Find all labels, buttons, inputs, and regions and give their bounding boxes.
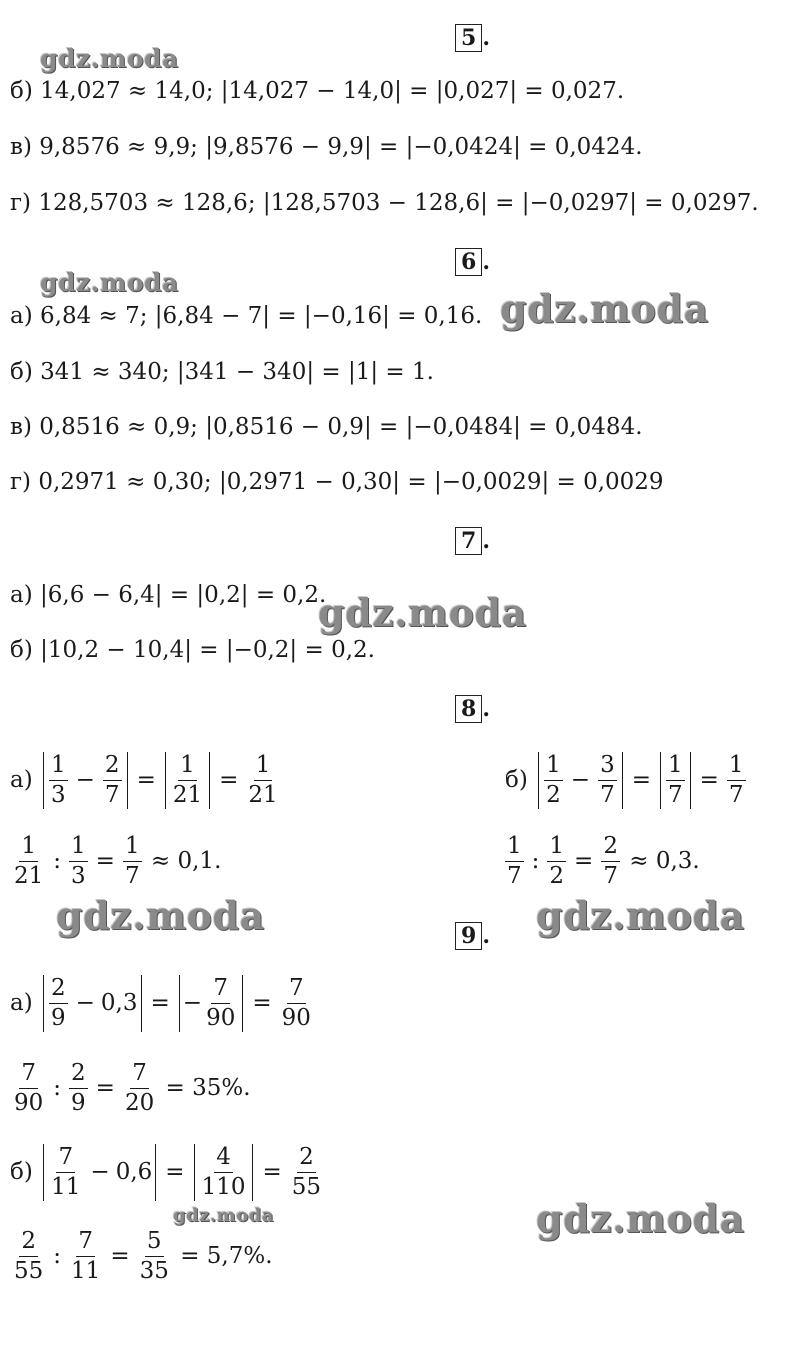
p5-line-v: в) 9,8576 ≈ 9,9; |9,8576 − 9,9| = |−0,0424| = 0,0424. — [10, 134, 643, 160]
result-text: ≈ 0,3. — [629, 848, 700, 874]
fraction: $\frac{7}{90}$ — [14, 1060, 44, 1116]
item-label: а) — [10, 990, 33, 1016]
fraction: $\frac{1}{7}$ — [667, 752, 683, 808]
fraction: $\frac{1}{7}$ — [728, 752, 744, 808]
problem-number-5: 5 . — [455, 24, 490, 52]
fraction: $\frac{1}{7}$ — [124, 833, 140, 889]
p9-a-line1: а) $\frac{2}{9}$ − 0,3 = − $\frac{7}{90}$ = $\frac{7}{90}$ — [10, 975, 311, 1031]
watermark: gdz.moda — [173, 1205, 274, 1226]
p7-line-b: б) |10,2 − 10,4| = |−0,2| = 0,2. — [10, 637, 375, 663]
p9-b-line1: б) $\frac{7}{11}$ − 0,6 = $\frac{4}{110}$ = $\frac{2}{55}$ — [10, 1144, 322, 1200]
fraction: $\frac{7}{11}$ — [51, 1144, 81, 1200]
fraction: $\frac{5}{35}$ — [139, 1228, 169, 1284]
problem-number-6: 6 . — [455, 248, 490, 276]
fraction: $\frac{4}{110}$ — [201, 1144, 246, 1200]
fraction: $\frac{1}{3}$ — [51, 752, 66, 808]
fraction: $\frac{2}{7}$ — [104, 752, 120, 808]
p9-b-line2: $\frac{2}{55}$ : $\frac{7}{11}$ = $\frac{5}{35}$ = 5,7%. — [14, 1228, 273, 1284]
p7-line-a: а) |6,6 − 6,4| = |0,2| = 0,2. — [10, 582, 327, 608]
p5-line-b: б) 14,027 ≈ 14,0; |14,027 − 14,0| = |0,027| = 0,027. — [10, 78, 625, 104]
problem-number-8: 8 . — [455, 695, 490, 723]
watermark: gdz.moda — [500, 286, 709, 331]
fraction: $\frac{1}{21}$ — [14, 833, 44, 889]
watermark: gdz.moda — [536, 1196, 745, 1241]
fraction: $\frac{1}{21}$ — [248, 752, 278, 808]
fraction: $\frac{2}{55}$ — [14, 1228, 44, 1284]
item-label: б) — [10, 1159, 33, 1185]
result-text: = 5,7%. — [180, 1243, 273, 1269]
p6-line-v: в) 0,8516 ≈ 0,9; |0,8516 − 0,9| = |−0,0484| = 0,0484. — [10, 414, 643, 440]
watermark: gdz.moda — [40, 268, 179, 297]
absolute-value: $\frac{1}{2}$ − $\frac{3}{7}$ — [538, 752, 623, 809]
p6-line-b: б) 341 ≈ 340; |341 − 340| = |1| = 1. — [10, 359, 434, 385]
absolute-value: $\frac{1}{3}$ − $\frac{2}{7}$ — [43, 752, 128, 809]
item-label: а) — [10, 767, 33, 793]
watermark: gdz.moda — [56, 893, 265, 938]
p9-a-line2: $\frac{7}{90}$ : $\frac{2}{9}$ = $\frac{7}{20}$ = 35%. — [14, 1060, 251, 1116]
absolute-value — [165, 752, 210, 809]
p8-b-line1: б) $\frac{1}{2}$ − $\frac{3}{7}$ = $\frac{1}{7}$ = $\frac{1}{7}$ — [505, 752, 744, 808]
fraction: $\frac{7}{11}$ — [71, 1228, 101, 1284]
absolute-value — [660, 752, 691, 809]
result-text: = 35%. — [165, 1075, 251, 1101]
fraction: $\frac{2}{7}$ — [603, 833, 618, 889]
absolute-value: $\frac{2}{9}$ − 0,3 — [43, 975, 142, 1032]
fraction: $\frac{7}{20}$ — [124, 1060, 155, 1116]
watermark: gdz.moda — [318, 590, 527, 635]
problem-number-9: 9 . — [455, 922, 490, 950]
watermark: gdz.moda — [40, 44, 179, 73]
absolute-value: − $\frac{7}{90}$ — [179, 975, 244, 1032]
absolute-value — [194, 1144, 254, 1201]
watermark: gdz.moda — [536, 893, 745, 938]
problem-number-7: 7 . — [455, 527, 490, 555]
fraction: $\frac{3}{7}$ — [600, 752, 615, 808]
result-text: ≈ 0,1. — [150, 848, 222, 874]
fraction: $\frac{1}{3}$ — [71, 833, 86, 889]
fraction: $\frac{1}{2}$ — [549, 833, 565, 889]
p5-line-g: г) 128,5703 ≈ 128,6; |128,5703 − 128,6| = |−0,0297| = 0,0297. — [10, 190, 759, 216]
fraction: $\frac{1}{7}$ — [507, 833, 522, 889]
fraction: $\frac{2}{9}$ — [71, 1060, 86, 1116]
absolute-value: $\frac{7}{11}$ − 0,6 — [43, 1144, 156, 1201]
p8-b-line2: $\frac{1}{7}$ : $\frac{1}{2}$ = $\frac{2}{7}$ ≈ 0,3. — [507, 833, 700, 889]
fraction: $\frac{7}{90}$ — [206, 975, 236, 1031]
p6-line-g: г) 0,2971 ≈ 0,30; |0,2971 − 0,30| = |−0,0029| = 0,0029 — [10, 469, 664, 495]
p8-a-line2: $\frac{1}{21}$ : $\frac{1}{3}$ = $\frac{1}{7}$ ≈ 0,1. — [14, 833, 222, 889]
fraction: $\frac{2}{9}$ — [51, 975, 66, 1031]
item-label: б) — [505, 767, 528, 793]
p6-line-a: а) 6,84 ≈ 7; |6,84 − 7| = |−0,16| = 0,16. — [10, 303, 483, 329]
fraction: $\frac{7}{90}$ — [281, 975, 311, 1031]
p8-a-line1: а) $\frac{1}{3}$ − $\frac{2}{7}$ = $\frac{1}{21}$ = $\frac{1}{21}$ — [10, 752, 278, 808]
fraction: $\frac{1}{2}$ — [546, 752, 561, 808]
fraction: $\frac{1}{21}$ — [172, 752, 203, 808]
fraction: $\frac{2}{55}$ — [291, 1144, 322, 1200]
